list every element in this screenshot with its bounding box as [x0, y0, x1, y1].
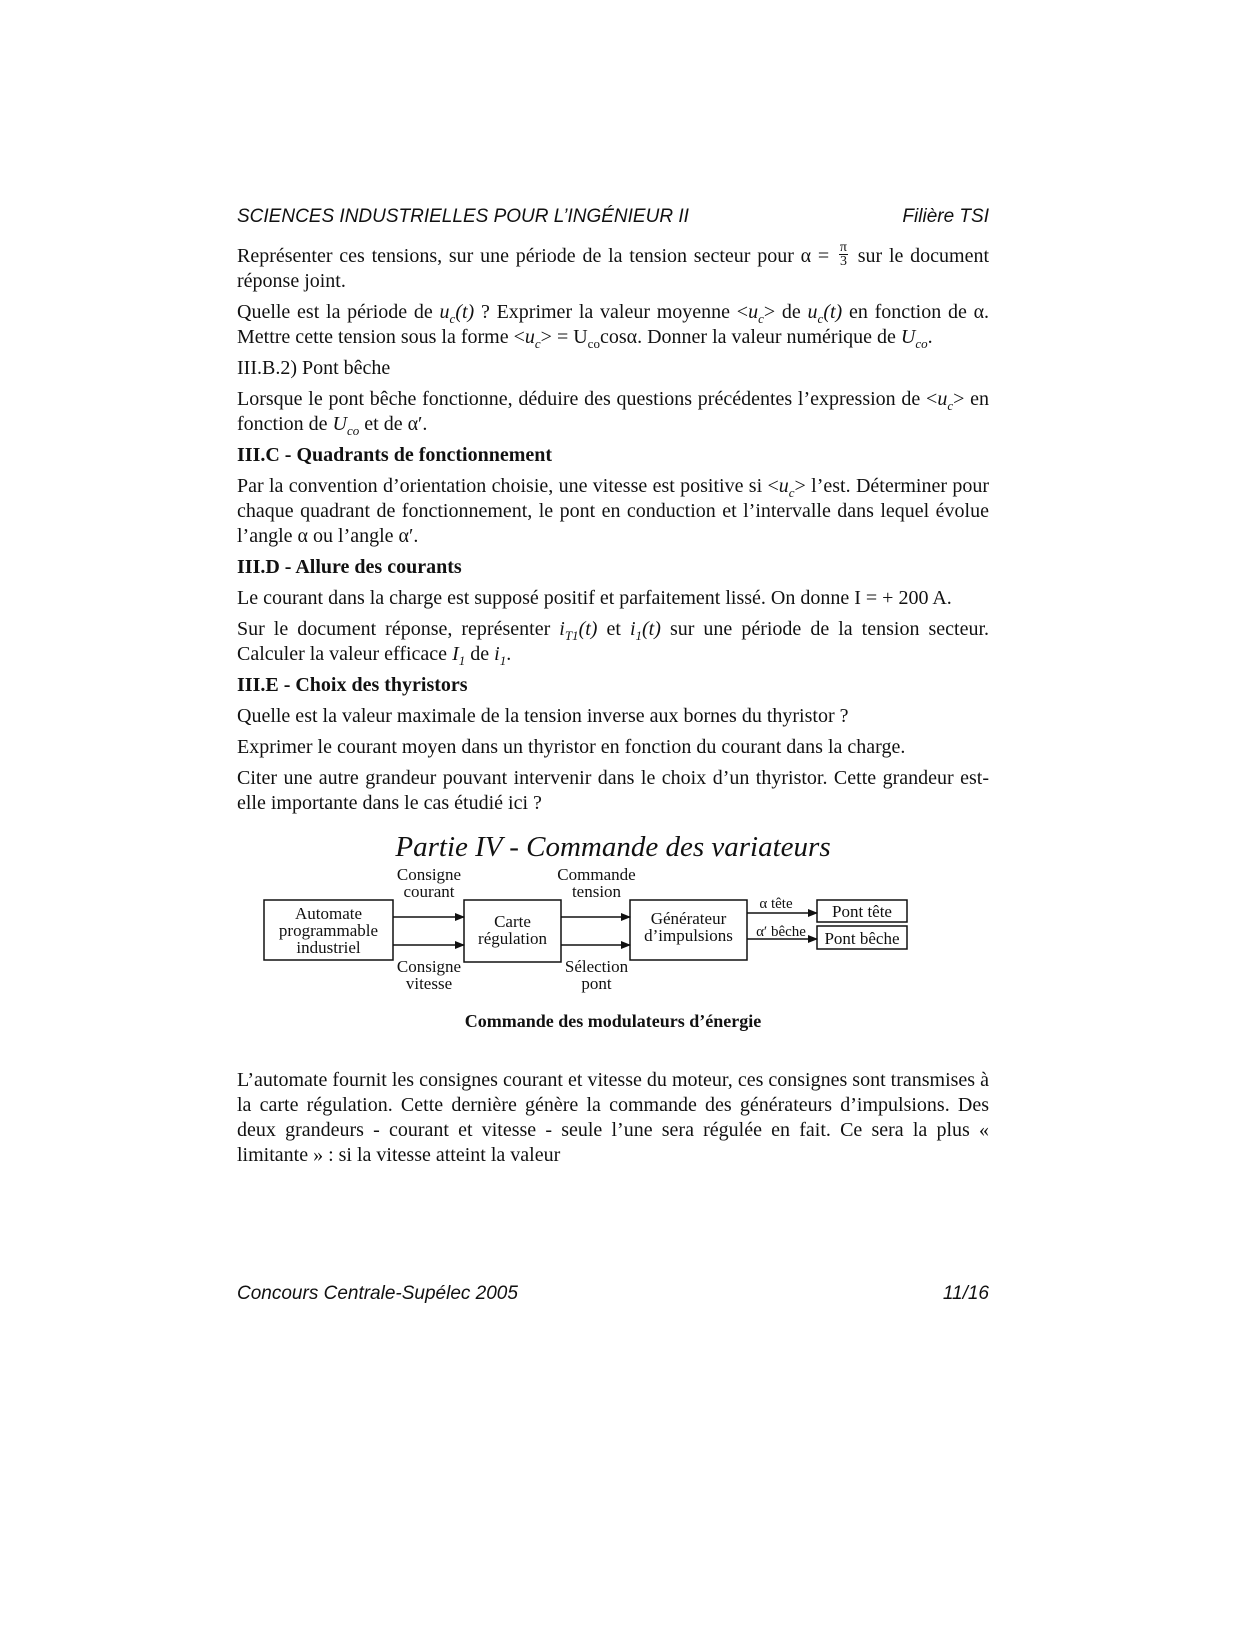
selection-pont-label: Sélection pont: [564, 957, 629, 993]
consigne-vitesse-label: Consigne vitesse: [396, 957, 462, 993]
paragraph-courant-moyen: Exprimer le courant moyen dans un thyristor en fonction du courant dans la charge.: [237, 736, 906, 758]
page-body: [237, 239, 990, 1174]
consigne-courant-label: Consigne courant: [396, 865, 462, 901]
block-diagram: [237, 866, 989, 1038]
alpha-beche-label: α′ bêche: [756, 924, 806, 940]
paragraph-periode: Quelle est la période de $u_c(t)$ ? Exprimer la valeur moyenne $<u_c>$ de $u_c(t)$ en fonction de α. Mettre cette tension sous la forme $<u_c> = U_{co}\cos\alpha$. Donner la valeur numérique de $U_{co}$.: [237, 301, 990, 351]
pont-tete-label: Pont tête: [832, 902, 892, 921]
section-III-E-heading: III.E - Choix des thyristors: [237, 674, 468, 696]
paragraph-pont-beche: Lorsque le pont bêche fonctionne, déduire des questions précédentes l’expression de $<u_c>$ en fonction de $U_{co}$ et de α′.: [237, 388, 990, 438]
paragraph-autre-grandeur: Citer une autre grandeur pouvant intervenir dans le choix d’un thyristor. Cette grandeur est-elle importante dans le cas étudié ici ?: [237, 767, 989, 814]
diagram-caption: Commande des modulateurs d’énergie: [464, 1011, 762, 1031]
pont-beche-label: Pont bêche: [824, 929, 900, 948]
paragraph-representer-courants: Sur le document réponse, représenter $i_{T1}(t)$ et $i_1(t)$ sur une période de la tension secteur. Calculer la valeur efficace $I_1$ de $i_1$.: [237, 618, 990, 668]
header-subject: SCIENCES INDUSTRIELLES POUR L’INGÉNIEUR II: [237, 206, 689, 227]
paragraph-tension-inverse: Quelle est la valeur maximale de la tension inverse aux bornes du thyristor ?: [237, 705, 849, 727]
header-track: Filière TSI: [902, 206, 989, 227]
section-III-C-heading: III.C - Quadrants de fonctionnement: [237, 444, 553, 466]
footer-contest: Concours Centrale-Supélec 2005: [237, 1283, 518, 1304]
section-III-B-2: III.B.2) Pont bêche: [237, 357, 391, 379]
generateur-label: Générateur d’impulsions: [644, 909, 733, 945]
fraction-pi-over-3: $\frac{\pi}{3}$: [839, 239, 847, 269]
paragraph-automate: L’automate fournit les consignes courant et vitesse du moteur, ces consignes sont transmises à la carte régulation. Cette dernière génère la commande des générateurs d’impulsions. Des deux grandeurs - courant et vitesse - seule l’une sera régulée en fait. Ce sera la plus « limitante » : si la vitesse atteint la valeur: [237, 1069, 989, 1166]
section-III-D-heading: III.D - Allure des courants: [237, 556, 462, 578]
paragraph-courant-charge: Le courant dans la charge est supposé positif et parfaitement lissé. On donne I = + 200 A.: [237, 587, 952, 609]
commande-tension-label: Commande tension: [557, 865, 636, 901]
carte-label: Carte régulation: [478, 912, 547, 948]
paragraph-represent: Représenter ces tensions, sur une période de la tension secteur pour α = $\frac{\pi}{3}$ sur le document réponse joint.: [237, 239, 990, 292]
part-iv-title: Partie IV - Commande des variateurs: [395, 831, 831, 863]
paragraph-quadrants: Par la convention d’orientation choisie, une vitesse est positive si $<u_c>$ l’est. Déterminer pour chaque quadrant de fonctionnement, le pont en conduction et l’intervalle dans lequel évolue l’angle α ou l’angle α′.: [237, 475, 990, 547]
page-number: 11/16: [942, 1283, 989, 1304]
alpha-tete-label: α tête: [759, 896, 793, 912]
automate-label: Automate programmable industriel: [278, 904, 379, 957]
